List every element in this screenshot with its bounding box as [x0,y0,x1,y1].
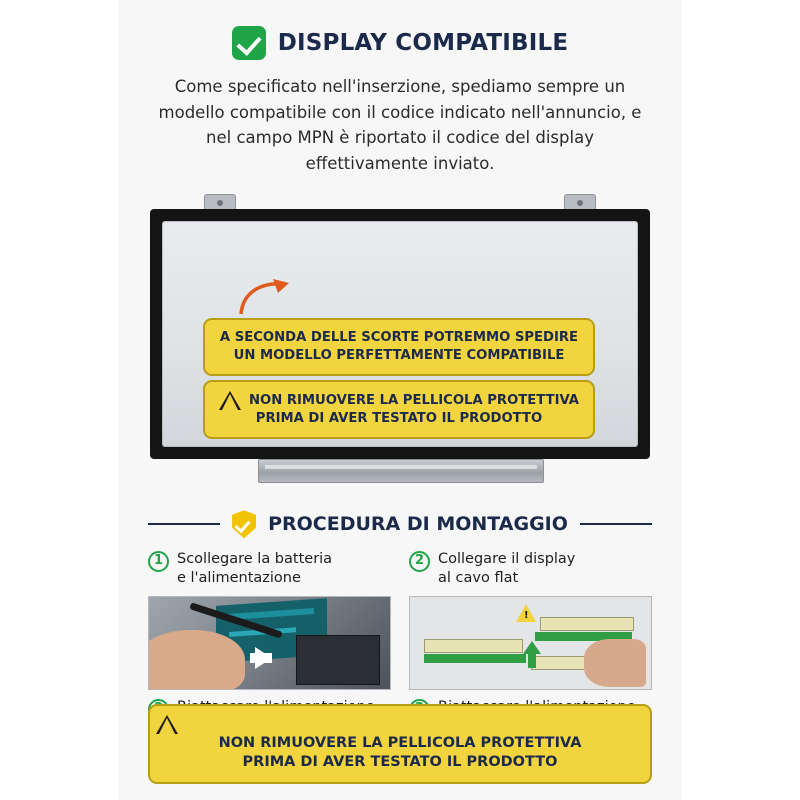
intro-paragraph: Come specificato nell'inserzione, spediamo sempre un modello compatibile con il codice indicato nell'annuncio, e nel campo MPN è riportato il codice del display effettivamente inviato. [158,77,642,173]
bottom-banner-line-1: NON RIMUOVERE LA PELLICOLA PROTETTIVA [218,734,582,751]
step-2-line-2: al cavo flat [438,570,519,587]
battery-graphic [296,635,380,685]
white-arrow-icon [255,647,272,669]
step-2-line-1: Collegare il display [438,551,576,568]
divider-left [148,523,220,525]
header [118,0,682,60]
step-1-label [148,550,391,588]
callout-line-1: A SECONDA DELLE SCORTE POTREMMO SPEDIRE [219,330,579,346]
step-1-text [177,550,332,588]
hand-graphic [584,639,647,687]
warning-triangle-icon: ! [156,715,178,734]
callout-compatible-model [203,318,595,376]
bottom-banner-line-2: PRIMA DI AVER TESTATO IL PRODOTTO [242,754,558,771]
callout-protective-film [203,380,595,439]
hand-graphic [148,630,245,690]
page-title: DISPLAY COMPATIBILE [277,30,569,56]
shield-check-icon [232,510,256,538]
callout-warning-line-1: NON RIMUOVERE LA PELLICOLA PROTETTIVA [248,392,580,408]
step-1-line-2: e l'alimentazione [177,570,301,587]
step-2-photo [409,596,652,690]
procedure-title: PROCEDURA DI MONTAGGIO [268,513,568,536]
check-box-icon [232,26,266,60]
step-2-label [409,550,652,588]
callout-line-2: UN MODELLO PERFETTAMENTE COMPATIBILE [233,348,565,364]
warning-triangle-icon: ! [219,391,241,410]
flat-connector-graphic [540,617,634,631]
step-1-line-1: Scollegare la batteria [177,551,333,568]
flat-connector-graphic [424,639,522,653]
step-1-photo [148,596,391,690]
flat-cable-graphic [424,654,525,663]
panel-foil-strip [258,459,544,483]
curved-arrow-icon [237,276,295,316]
procedure-header [148,510,652,538]
step-2-number: 2 [409,551,430,572]
display-illustration [150,194,650,494]
green-up-arrow-icon [523,641,541,654]
divider-right [580,523,652,525]
step-1-number: 1 [148,551,169,572]
panel-screen [162,221,638,447]
step-2-text [438,550,575,588]
warning-triangle-icon: ! [516,604,536,622]
panel-bezel [150,209,650,459]
callout-warning-line-2: PRIMA DI AVER TESTATO IL PRODOTTO [255,411,543,427]
bottom-warning-banner [148,704,652,784]
infographic-sheet [118,0,682,800]
